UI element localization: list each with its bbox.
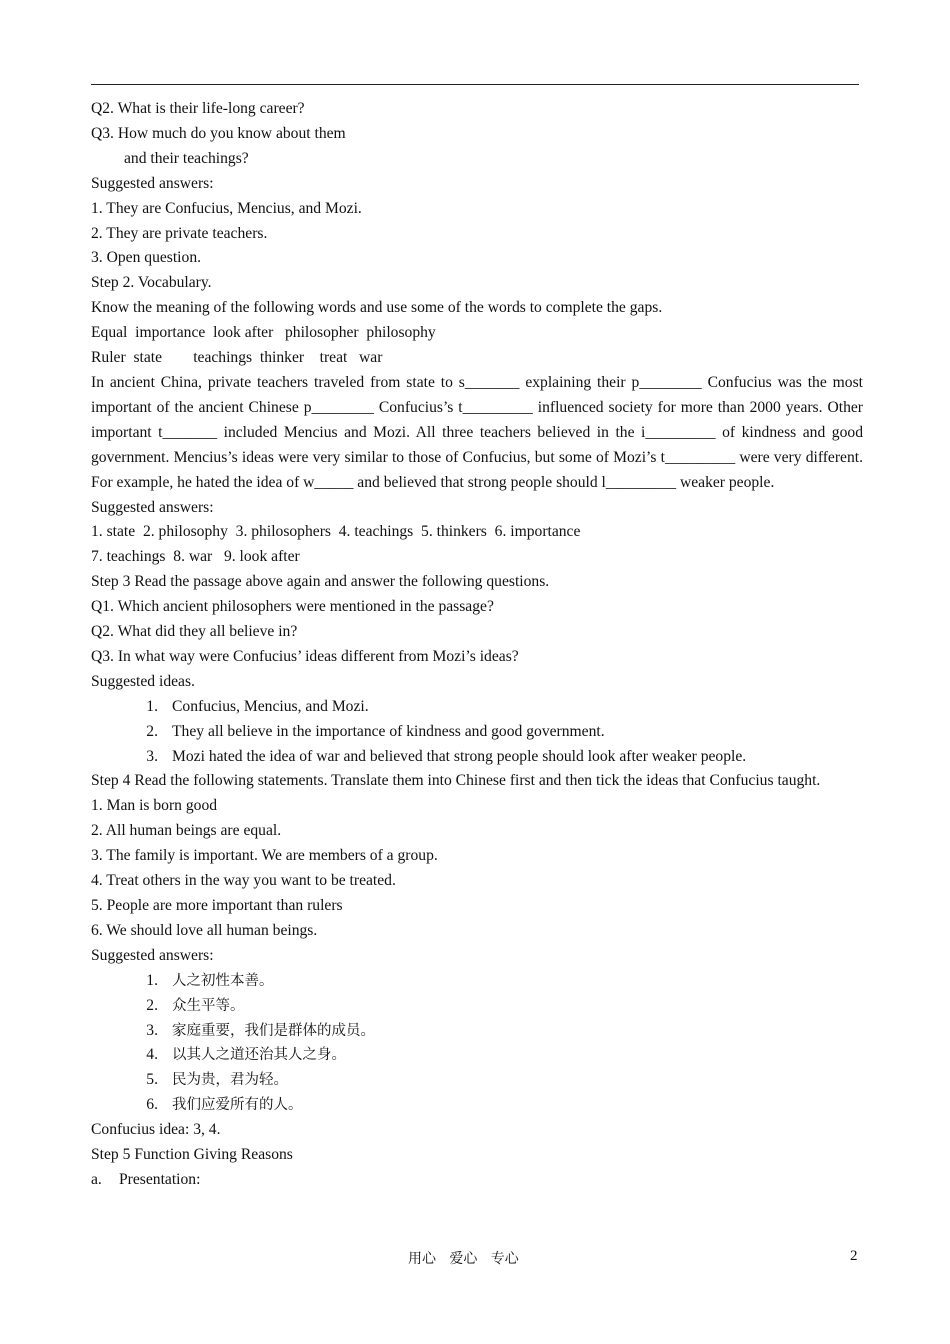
intro-suggested-heading: Suggested answers: xyxy=(91,174,214,192)
list-number: 5. xyxy=(146,1071,158,1089)
intro-q3: Q3. How much do you know about them xyxy=(91,124,346,142)
step5-item-a xyxy=(91,1168,863,1193)
list-text: Mozi hated the idea of war and believed that strong people should look after weaker people. xyxy=(172,747,747,765)
step3-idea-1 xyxy=(91,695,863,720)
step3-idea-2 xyxy=(91,720,863,745)
list-number: 6. xyxy=(146,1096,158,1114)
step4-statement-5: 5. People are more important than rulers xyxy=(91,897,343,914)
intro-answer-2: 2. They are private teachers. xyxy=(91,224,268,242)
step2-instruction: Know the meaning of the following words and use some of the words to complete the gaps. xyxy=(91,299,663,317)
list-text: 众生平等。 xyxy=(172,997,245,1014)
step5-title: Step 5 Function Giving Reasons xyxy=(91,1146,293,1164)
list-letter: a. xyxy=(91,1170,102,1188)
step2-answers-line-2: 7. teachings 8. war 9. look after xyxy=(91,548,300,566)
list-text: They all believe in the importance of kindness and good government. xyxy=(172,722,605,740)
confucius-idea: Confucius idea: 3, 4. xyxy=(91,1121,221,1139)
step3-question-1: Q1. Which ancient philosophers were mentioned in the passage? xyxy=(91,598,494,616)
translation-6 xyxy=(91,1093,863,1118)
list-number: 3. xyxy=(146,1021,158,1039)
translation-1 xyxy=(91,969,863,994)
step3-title: Step 3 Read the passage above again and answer the following questions. xyxy=(91,573,550,591)
list-number: 4. xyxy=(146,1046,158,1064)
translation-3 xyxy=(91,1019,863,1044)
translation-2 xyxy=(91,994,863,1019)
list-text: 我们应爱所有的人。 xyxy=(172,1097,303,1114)
translation-4 xyxy=(91,1043,863,1068)
step3-suggested-heading: Suggested ideas. xyxy=(91,672,195,690)
list-number: 2. xyxy=(146,996,158,1014)
step4-statement-2: 2. All human beings are equal. xyxy=(91,822,282,840)
step2-title: Step 2. Vocabulary. xyxy=(91,274,212,292)
list-text: 以其人之道还治其人之身。 xyxy=(172,1047,346,1064)
intro-q2: Q2. What is their life-long career? xyxy=(91,100,305,117)
page-number: 2 xyxy=(850,1248,858,1264)
step3-idea-3 xyxy=(91,745,863,770)
step4-suggested-heading: Suggested answers: xyxy=(91,946,214,964)
list-text: Presentation: xyxy=(119,1170,201,1188)
word-bank-line-1: Equal importance look after philosopher philosophy xyxy=(91,324,436,342)
list-number: 1. xyxy=(146,697,158,715)
step4-title: Step 4 Read the following statements. Translate them into Chinese first and then tick the ideas that Confucius taught. xyxy=(91,772,821,790)
step4-statement-6: 6. We should love all human beings. xyxy=(91,921,318,939)
header-rule xyxy=(91,84,859,85)
translation-5 xyxy=(91,1068,863,1093)
list-text: 家庭重要，我们是群体的成员。 xyxy=(172,1022,375,1039)
step4-statement-1: 1. Man is born good xyxy=(91,797,218,815)
document-body xyxy=(91,97,863,1193)
footer-motto: 用心 爱心 专心 xyxy=(408,1251,519,1267)
step4-statement-3: 3. The family is important. We are members of a group. xyxy=(91,847,438,865)
gap-fill-passage: In ancient China, private teachers traveled from state to s_______ explaining their p________ Confucius was the most important of the ancient Chinese p________ Confucius’s t_________ influenced society for more than 2000 years. Other important t_______ included Mencius and Mozi. All three teachers believed in the i_________ of kindness and good government. Mencius’s ideas were very similar to those of Confucius, but some of Mozi’s t_________ were very different. For example, he hated the idea of w_____ and believed that strong people should l_________ weaker people. xyxy=(91,373,863,491)
word-bank-line-2: Ruler state teachings thinker treat war xyxy=(91,349,383,367)
step4-statement-4: 4. Treat others in the way you want to be treated. xyxy=(91,872,396,890)
step2-answers-line-1: 1. state 2. philosophy 3. philosophers 4. teachings 5. thinkers 6. importance xyxy=(91,523,581,541)
list-number: 1. xyxy=(146,971,158,989)
intro-q3-continued: and their teachings? xyxy=(124,149,249,167)
list-text: Confucius, Mencius, and Mozi. xyxy=(172,697,369,715)
list-number: 2. xyxy=(146,722,158,740)
list-number: 3. xyxy=(146,747,158,765)
list-text: 民为贵，君为轻。 xyxy=(172,1072,288,1089)
step3-question-3: Q3. In what way were Confucius’ ideas different from Mozi’s ideas? xyxy=(91,647,519,665)
list-text: 人之初性本善。 xyxy=(172,972,274,989)
intro-answer-3: 3. Open question. xyxy=(91,249,202,267)
step3-question-2: Q2. What did they all believe in? xyxy=(91,623,298,641)
intro-answer-1: 1. They are Confucius, Mencius, and Mozi. xyxy=(91,199,362,217)
step2-suggested-heading: Suggested answers: xyxy=(91,498,214,516)
